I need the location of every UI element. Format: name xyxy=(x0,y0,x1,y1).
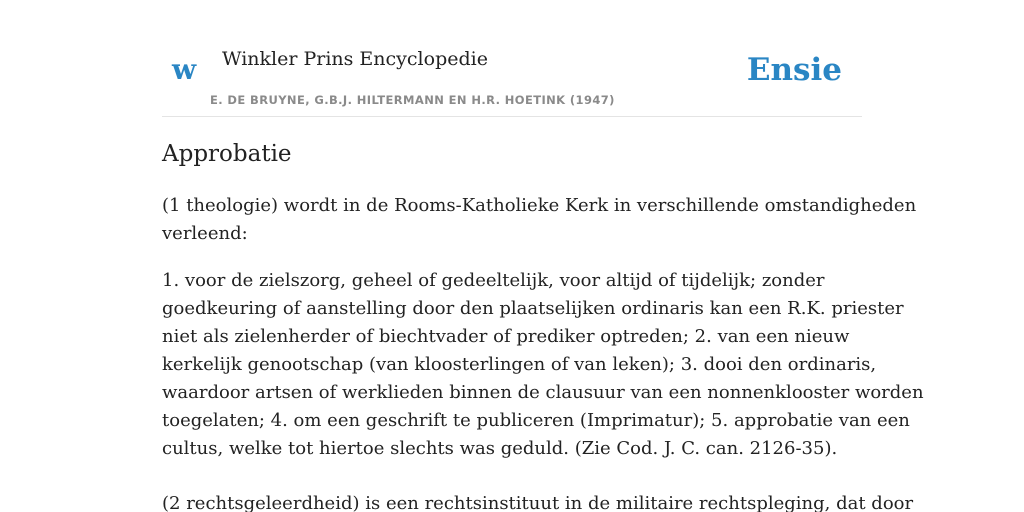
article xyxy=(162,138,924,512)
source-title[interactable]: Winkler Prins Encyclopedie xyxy=(222,48,488,70)
winkler-prins-logo[interactable]: w xyxy=(172,53,197,86)
ensie-logo[interactable]: Ensie xyxy=(746,52,842,88)
source-authors: E. DE BRUYNE, G.B.J. HILTERMANN EN H.R. HOETINK (1947) xyxy=(210,93,615,107)
site-header xyxy=(162,0,862,117)
paragraph-line: waardoor artsen of werklieden binnen de clausuur van een nonnenklooster worden xyxy=(162,382,924,403)
paragraph-list xyxy=(162,267,924,463)
paragraph-line: niet als zielenherder of biechtvader of prediker optreden; 2. van een nieuw xyxy=(162,326,850,347)
article-title: Approbatie xyxy=(162,141,292,167)
paragraph-line: 1. voor de zielszorg, geheel of gedeeltelijk, voor altijd of tijdelijk; zonder xyxy=(162,270,825,291)
paragraph-rechtsgeleerdheid xyxy=(162,490,914,512)
paragraph-theologie xyxy=(162,192,917,248)
paragraph-line: kerkelijk genootschap (van kloosterlingen of van leken); 3. dooi den ordinaris, xyxy=(162,354,877,375)
paragraph-line: toegelaten; 4. om een geschrift te publiceren (Imprimatur); 5. approbatie van een xyxy=(162,410,910,431)
paragraph-line: cultus, welke tot hiertoe slechts was geduld. (Zie Cod. J. C. can. 2126-35). xyxy=(162,438,838,459)
paragraph-line: (1 theologie) wordt in de Rooms-Katholieke Kerk in verschillende omstandigheden xyxy=(162,195,917,216)
paragraph-line: goedkeuring of aanstelling door den plaatselijken ordinaris kan een R.K. priester xyxy=(162,298,904,319)
paragraph-line: verleend: xyxy=(162,223,248,244)
paragraph-line: (2 rechtsgeleerdheid) is een rechtsinstituut in de militaire rechtspleging, dat door xyxy=(162,493,914,512)
